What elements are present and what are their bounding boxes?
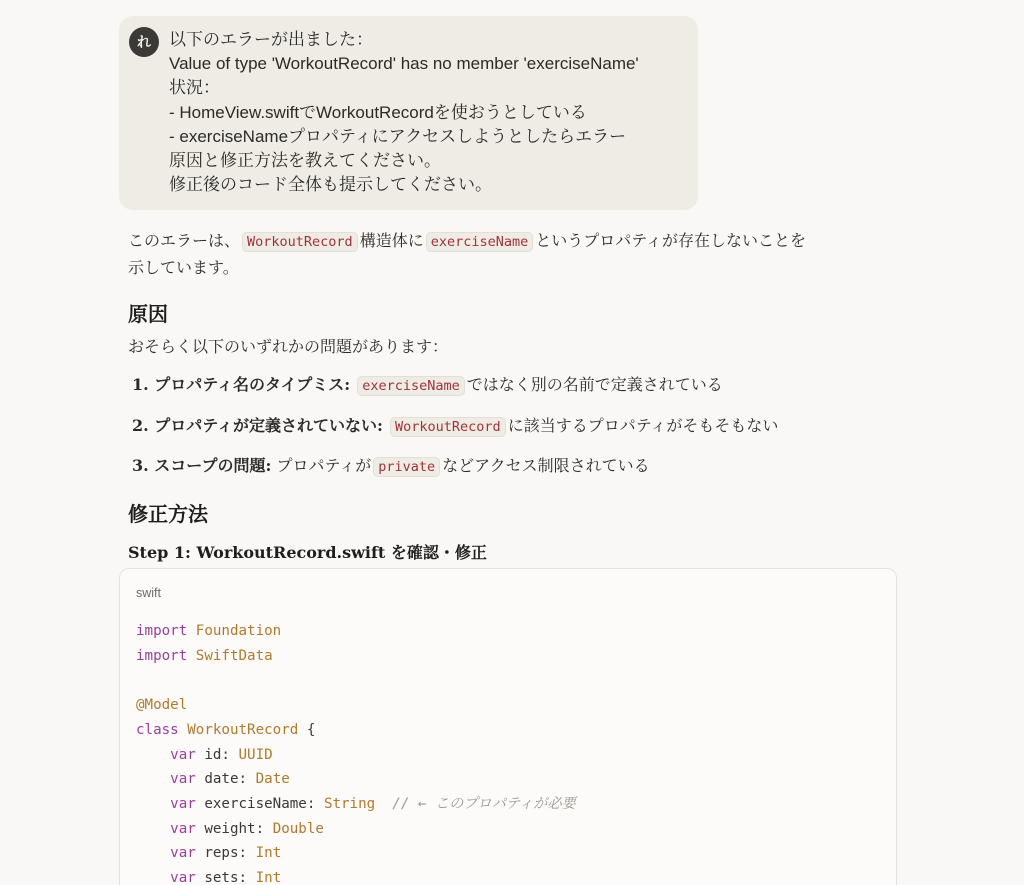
code-line: var exerciseName: String // ← このプロパティが必要 <box>170 795 576 812</box>
cause-item-3: 3. スコープの問題: プロパティが private などアクセス制限されている <box>132 456 650 475</box>
cause-item-1: 1. プロパティ名のタイプミス: exerciseName ではなく別の名前で定義されている <box>132 375 723 394</box>
user-message-text <box>169 28 639 197</box>
user-message-line: 状況： <box>169 78 220 98</box>
code-line: var id: UUID <box>170 746 273 763</box>
code-line: import Foundation <box>136 623 282 639</box>
user-avatar[interactable]: れ <box>129 27 159 57</box>
inline-code: exerciseName <box>357 376 465 396</box>
code-line <box>136 668 576 693</box>
user-message-line: 原因と修正方法を教えてください。 <box>169 151 441 171</box>
code-content[interactable] <box>136 619 576 885</box>
code-block[interactable] <box>119 568 897 885</box>
code-line: var date: Date <box>170 771 290 788</box>
cause-heading: 原因 <box>128 302 168 326</box>
code-line: var reps: Int <box>170 845 282 862</box>
inline-code: exerciseName <box>426 232 534 252</box>
fix-heading: 修正方法 <box>128 502 208 526</box>
user-message-line: 修正後のコード全体も提示してください。 <box>169 175 492 195</box>
code-line: var weight: Double <box>170 820 324 837</box>
inline-code: WorkoutRecord <box>390 417 506 437</box>
intro-paragraph <box>128 228 888 281</box>
inline-code: private <box>373 457 440 477</box>
user-message-line: Value of type 'WorkoutRecord' has no member 'exerciseName' <box>169 54 639 74</box>
cause-item-2: 2. プロパティが定義されていない: WorkoutRecord に該当するプロパティがそもそもない <box>132 416 779 435</box>
intro-text: このエラーは、 <box>128 231 241 250</box>
user-message-line: 以下のエラーが出ました： <box>169 30 373 49</box>
code-line: class WorkoutRecord { <box>136 721 316 738</box>
intro-text: 示しています。 <box>128 258 239 277</box>
intro-text: というプロパティが存在しないことを <box>535 231 806 250</box>
code-line: @Model <box>136 697 188 714</box>
step1-heading: Step 1: WorkoutRecord.swift を確認・修正 <box>128 543 487 562</box>
code-line: import SwiftData <box>136 647 273 664</box>
inline-code: WorkoutRecord <box>242 232 358 252</box>
code-language-label: swift <box>136 586 161 600</box>
cause-intro: おそらく以下のいずれかの問題があります： <box>128 337 449 356</box>
code-line: var sets: Int <box>170 870 282 885</box>
user-message-bubble <box>119 16 698 210</box>
intro-text: 構造体に <box>359 231 424 250</box>
user-message-line: - HomeView.swiftでWorkoutRecordを使おうとしている <box>169 102 587 122</box>
user-message-line: - exerciseNameプロパティにアクセスしようとしたらエラー <box>169 126 627 146</box>
